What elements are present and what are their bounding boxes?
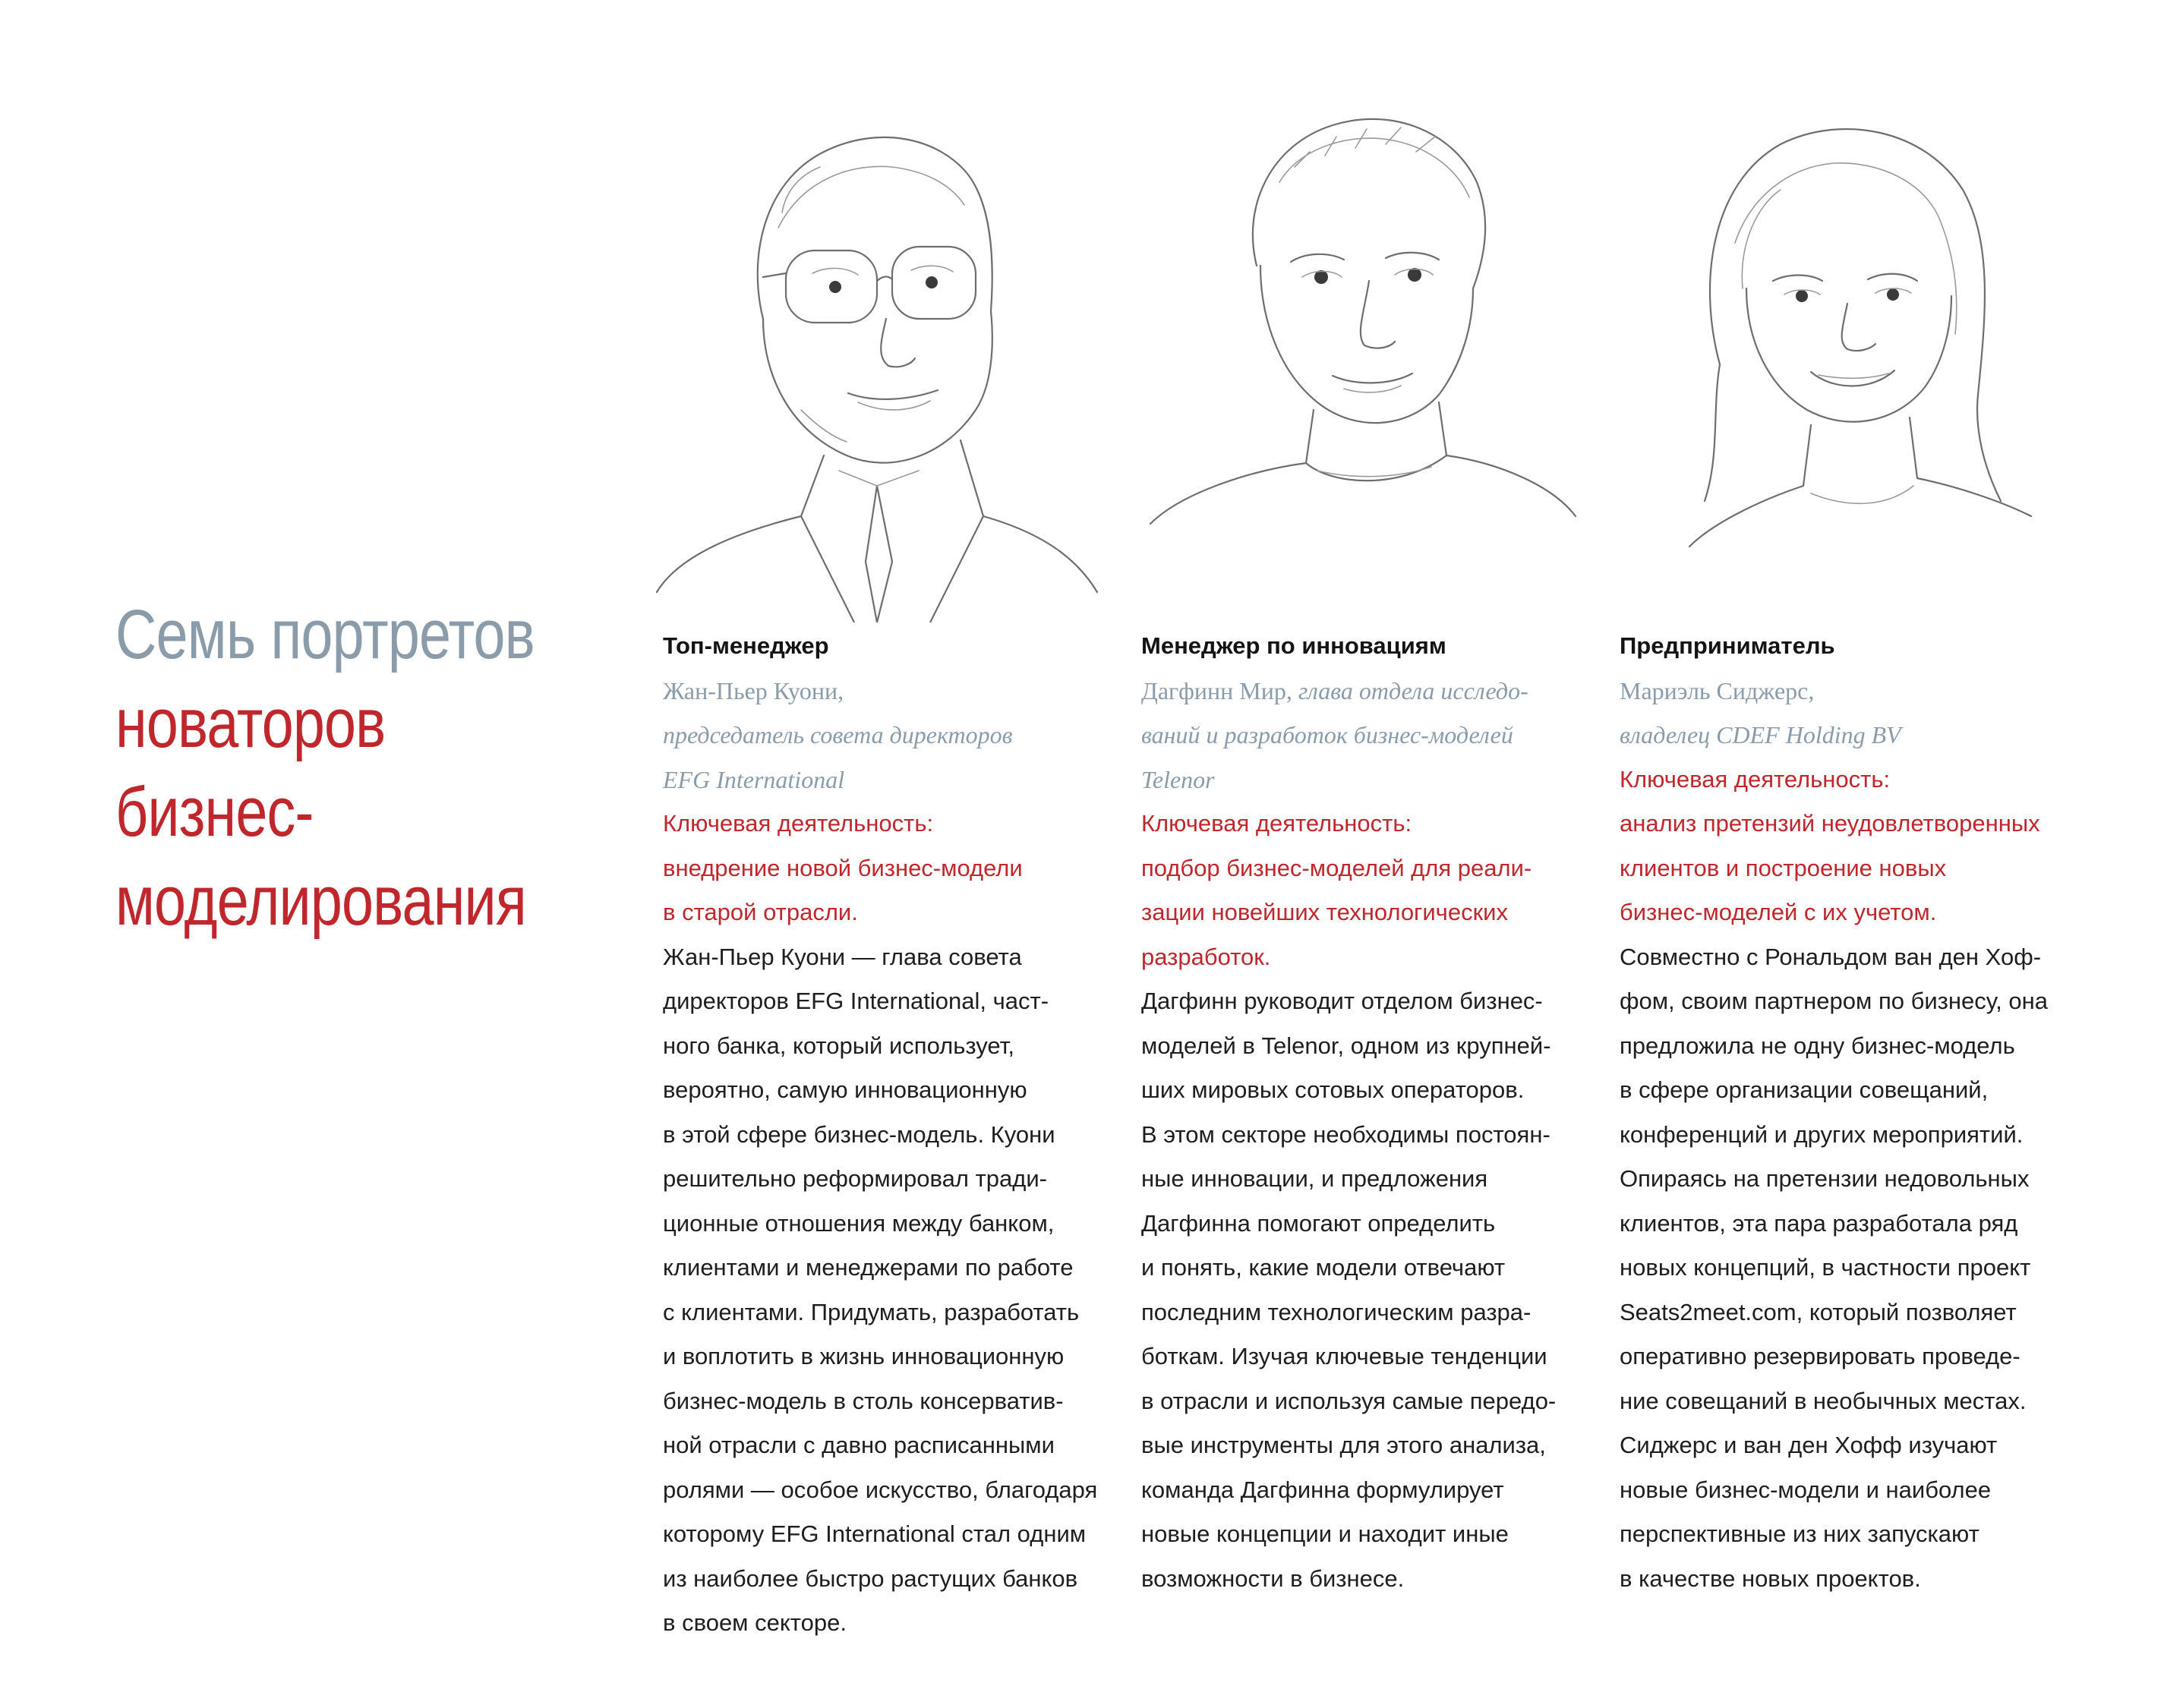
profile-text-line: Совместно с Рональдом ван ден Хоф- [1620,943,2042,970]
profile-text-line: в сфере организации совещаний, [1620,1076,1989,1103]
profile-activity: Ключевая деятельность: [1620,765,1891,793]
profile-text-line: Дагфинна помогают определить [1141,1209,1496,1237]
profile-text-line: и понять, какие модели отвечают [1141,1254,1506,1281]
profile-activity: Ключевая деятельность: [1141,810,1412,837]
profile-text-line: Жан-Пьер Куони — глава совета [663,943,1022,970]
profile-text-line: возможности в бизнесе. [1141,1565,1405,1592]
profile-text-line: ние совещаний в необычных местах. [1620,1387,2027,1414]
profile-text-line: клиентов, эта пара разработала ряд [1620,1209,2018,1237]
profile-text-line: в этой сфере бизнес-модель. Куони [663,1120,1055,1148]
profile-text-line: которому EFG International стал одним [663,1520,1087,1547]
profile-text-line: в отрасли и используя самые передо- [1141,1387,1557,1414]
profile-text-line: клиентами и менеджерами по работе [663,1254,1074,1281]
profile-role: Менеджер по инновациям [1141,632,1446,659]
profile-text-line: Опираясь на претензии недовольных [1620,1165,2030,1192]
profile-text-line: бизнес-модель в столь консерватив- [663,1387,1064,1414]
profile-activity: клиентов и построение новых [1620,854,1947,881]
profile-entrepreneur [1620,624,2106,1601]
woman-sketch-icon [1606,91,2061,622]
profile-text-line: с клиентами. Придумать, разработать [663,1298,1080,1325]
man-sketch-icon [1128,91,1583,622]
title-line: бизнес- [115,774,314,851]
page-title [115,591,601,946]
profile-text-line: ные инновации, и предложения [1141,1165,1488,1192]
profile-person: Дагфинн Мир, [1141,676,1292,704]
profile-text-line: ного банка, который использует, [663,1032,1014,1059]
profile-role: Топ-менеджер [663,632,829,659]
profile-activity: внедрение новой бизнес-модели [663,854,1023,881]
profile-text-line: Seats2meet.com, который позволяет [1620,1298,2017,1325]
profile-text-line: ших мировых сотовых операторов. [1141,1076,1525,1103]
profile-person: владелец CDEF Holding BV [1620,721,1901,748]
profile-text-line: ролями — особое искусство, благодаря [663,1476,1098,1503]
profile-text-line: боткам. Изучая ключевые тенденции [1141,1343,1547,1369]
profile-text-line: моделей в Telenor, одном из крупней- [1141,1032,1551,1059]
profile-person: Telenor [1141,765,1215,793]
profile-activity: зации новейших технологических [1141,899,1508,925]
profile-innovation-manager [1141,624,1627,1601]
profile-person: Жан-Пьер Куони, [663,676,844,704]
profile-text-line: новые концепции и находит иные [1141,1520,1509,1547]
profile-text-line: предложила не одну бизнес-модель [1620,1032,2015,1059]
title-line: моделирования [115,862,526,940]
profile-text-line: команда Дагфинна формулирует [1141,1476,1504,1503]
title-line: Семь портретов [115,596,535,673]
profile-text-line: новые бизнес-модели и наиболее [1620,1476,1992,1503]
profile-text-line: вероятно, самую инновационную [663,1076,1027,1103]
profile-text-line: директоров EFG International, част- [663,988,1049,1014]
profile-text-line: в своем секторе. [663,1609,847,1636]
profile-text-line: решительно реформировал тради- [663,1165,1047,1192]
profile-top-manager [663,624,1149,1646]
profile-text-line: последним технологическим разра- [1141,1298,1532,1325]
profile-text-line: новых концепций, в частности проект [1620,1254,2031,1281]
title-line: новаторов [115,685,386,762]
profile-person: председатель совета директоров [663,721,1013,748]
profile-text-line: из наиболее быстро растущих банков [663,1565,1078,1592]
profile-activity: подбор бизнес-моделей для реали- [1141,854,1532,881]
profile-text-line: фом, своим партнером по бизнесу, она [1620,988,2048,1014]
profile-text-line: в качестве новых проектов. [1620,1565,1921,1592]
profile-activity: в старой отрасли. [663,899,858,925]
profile-activity: анализ претензий неудовлетворенных [1620,810,2040,837]
profile-text-line: перспективные из них запускают [1620,1520,1979,1547]
profile-person: глава отдела исследо- [1292,676,1528,704]
profile-text-line: оперативно резервировать проведе- [1620,1343,2020,1369]
profile-person: EFG International [663,765,845,793]
man-with-glasses-sketch-icon [649,91,1105,622]
profile-text-line: Дагфинн руководит отделом бизнес- [1141,988,1543,1014]
profile-person: ваний и разработок бизнес-моделей [1141,721,1513,748]
profile-text-line: вые инструменты для этого анализа, [1141,1432,1546,1458]
profile-text-line: и воплотить в жизнь инновационную [663,1343,1065,1369]
profile-text-line: Сиджерс и ван ден Хофф изучают [1620,1432,1998,1458]
profile-role: Предприниматель [1620,632,1835,659]
profile-text-line: В этом секторе необходимы постоян- [1141,1120,1550,1148]
profile-activity: Ключевая деятельность: [663,810,934,837]
profile-text-line: ной отрасли с давно расписанными [663,1432,1055,1458]
profile-text-line: конференций и других мероприятий. [1620,1120,2024,1148]
profile-text-line: ционные отношения между банком, [663,1209,1055,1237]
profile-person: Мариэль Сиджерс, [1620,676,1815,704]
profile-activity: бизнес-моделей с их учетом. [1620,899,1937,925]
profile-activity: разработок. [1141,943,1271,970]
